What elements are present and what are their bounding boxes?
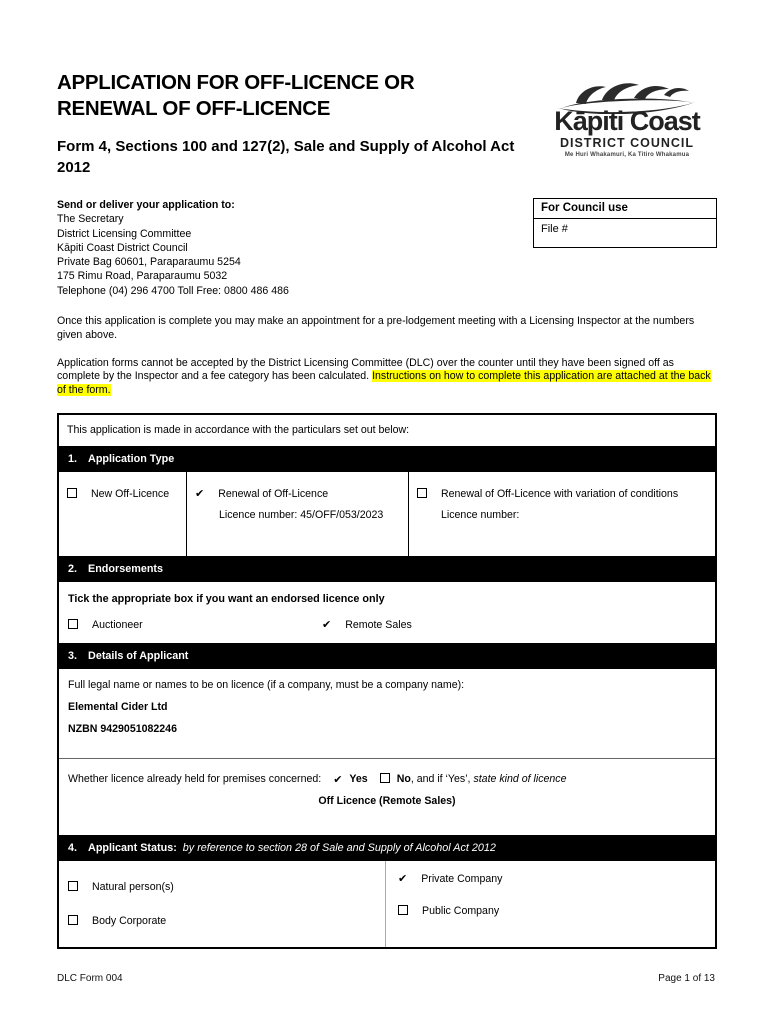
renewal-cell (186, 472, 408, 556)
remote-sales-checkbox[interactable] (322, 619, 331, 631)
page-title-line1: APPLICATION FOR OFF-LICENCE OR (57, 71, 415, 94)
state-kind-note: state kind of licence (473, 773, 567, 786)
council-logo-subtitle: DISTRICT COUNCIL (559, 136, 695, 150)
yes-label: Yes (349, 773, 368, 786)
variation-checkbox[interactable] (417, 488, 427, 498)
private-company-label: Private Company (421, 873, 503, 886)
name-prompt: Full legal name or names to be on licence (if a company, must be a company name): (68, 679, 465, 692)
send-to-line: Telephone (04) 296 4700 Toll Free: 0800 486 486 (57, 284, 289, 297)
applicant-name-cell (59, 669, 715, 759)
natural-person-checkbox[interactable] (68, 881, 78, 891)
contact-row (0, 178, 770, 298)
endorsement-instruction: Tick the appropriate box if you want an endorsed licence only (68, 593, 385, 606)
section-3-title: Details of Applicant (88, 650, 189, 663)
page-title-line2: RENEWAL OF OFF-LICENCE (57, 97, 331, 121)
licence-held-line (68, 773, 706, 786)
applicant-name-value[interactable]: Elemental Cider Ltd (68, 701, 168, 714)
licence-held-yes-checkbox[interactable] (333, 773, 342, 786)
variation-licence-number[interactable]: Licence number: (441, 509, 520, 522)
form-subtitle: Form 4, Sections 100 and 127(2), Sale and Supply of Alcohol Act 2012 (57, 138, 515, 176)
licence-held-cell (59, 759, 715, 835)
variation-cell (408, 472, 715, 556)
page-title (57, 70, 527, 122)
highlighted-instructions-text: Instructions on how to complete this application are attached at the back of the form. (57, 370, 711, 397)
section-3-header (59, 643, 715, 669)
send-to-block (57, 198, 289, 298)
section-2-number: 2. (68, 563, 78, 576)
nzbn-value[interactable]: NZBN 9429051082246 (68, 723, 177, 736)
kind-of-licence-value[interactable]: Off Licence (Remote Sales) (318, 795, 456, 808)
section-1-header (59, 446, 715, 472)
send-to-line: The Secretary (57, 213, 124, 226)
application-form-table (57, 413, 717, 949)
public-company-label: Public Company (422, 905, 500, 918)
section-4-number: 4. (68, 842, 78, 855)
section-3-number: 3. (68, 650, 78, 663)
renewal-licence-number[interactable]: Licence number: 45/OFF/053/2023 (219, 509, 384, 522)
intro-paragraph-2-text: Application forms cannot be accepted by the District Licensing Committee (DLC) over the counter until they have been signed off as complete by the Inspector and a fee category has been calculated. (57, 356, 674, 383)
council-logo-name: Kāpiti Coast (554, 106, 700, 136)
footer-form-number: DLC Form 004 (57, 973, 123, 984)
auctioneer-checkbox[interactable] (68, 619, 78, 629)
new-off-licence-cell (59, 472, 186, 556)
auctioneer-label: Auctioneer (92, 619, 143, 632)
council-logo (534, 70, 720, 178)
body-corporate-checkbox[interactable] (68, 915, 78, 925)
section-4-header (59, 835, 715, 861)
section-1-title: Application Type (88, 453, 175, 466)
body-corporate-label: Body Corporate (92, 915, 167, 928)
no-label: No (396, 773, 411, 786)
send-to-line: District Licensing Committee (57, 227, 192, 240)
send-to-line: Private Bag 60601, Paraparaumu 5254 (57, 256, 241, 269)
section-4-title: Applicant Status: (88, 842, 177, 855)
send-to-line: 175 Rimu Road, Paraparaumu 5032 (57, 270, 228, 283)
intro-paragraphs (0, 298, 770, 398)
new-off-licence-checkbox[interactable] (67, 488, 77, 498)
status-right-column (385, 861, 715, 947)
no-suffix-text: , and if ‘Yes’, (410, 773, 474, 786)
application-type-row (59, 472, 715, 556)
council-logo-tagline: Me Huri Whakamuri, Ka Titiro Whakamua (564, 152, 690, 158)
intro-paragraph-1: Once this application is complete you may make an appointment for a pre-lodgement meeting with a Licensing Inspector at the numbers given above. (57, 315, 695, 341)
section-2-title: Endorsements (88, 563, 164, 576)
variation-label: Renewal of Off-Licence with variation of conditions (441, 488, 679, 501)
renewal-label: Renewal of Off-Licence (218, 488, 329, 501)
section-4-note: by reference to section 28 of Sale and Supply of Alcohol Act 2012 (182, 842, 496, 855)
send-to-heading: Send or deliver your application to: (57, 198, 235, 211)
intro-paragraph-2 (57, 357, 717, 398)
council-use-box (533, 198, 717, 248)
table-intro-row: This application is made in accordance with the particulars set out below: (67, 424, 410, 437)
title-block (57, 70, 527, 178)
private-company-checkbox[interactable] (398, 873, 407, 885)
file-number-field[interactable]: File # (541, 222, 568, 235)
licence-held-label: Whether licence already held for premises concerned: (68, 773, 322, 786)
licence-held-no-checkbox[interactable] (380, 773, 390, 783)
public-company-checkbox[interactable] (398, 905, 408, 915)
section-2-header (59, 556, 715, 582)
section-1-number: 1. (68, 453, 78, 466)
remote-sales-label: Remote Sales (345, 619, 412, 632)
document-header (0, 0, 770, 178)
page-footer (57, 973, 715, 984)
endorsement-options (59, 605, 715, 643)
footer-page-number: Page 1 of 13 (658, 973, 715, 984)
natural-person-label: Natural person(s) (92, 881, 174, 894)
renewal-checkbox[interactable] (195, 488, 204, 500)
council-use-heading: For Council use (534, 199, 716, 219)
new-off-licence-label: New Off-Licence (91, 488, 170, 501)
applicant-status-row (59, 861, 715, 947)
status-left-column (59, 861, 385, 947)
send-to-line: Kāpiti Coast District Council (57, 241, 188, 254)
